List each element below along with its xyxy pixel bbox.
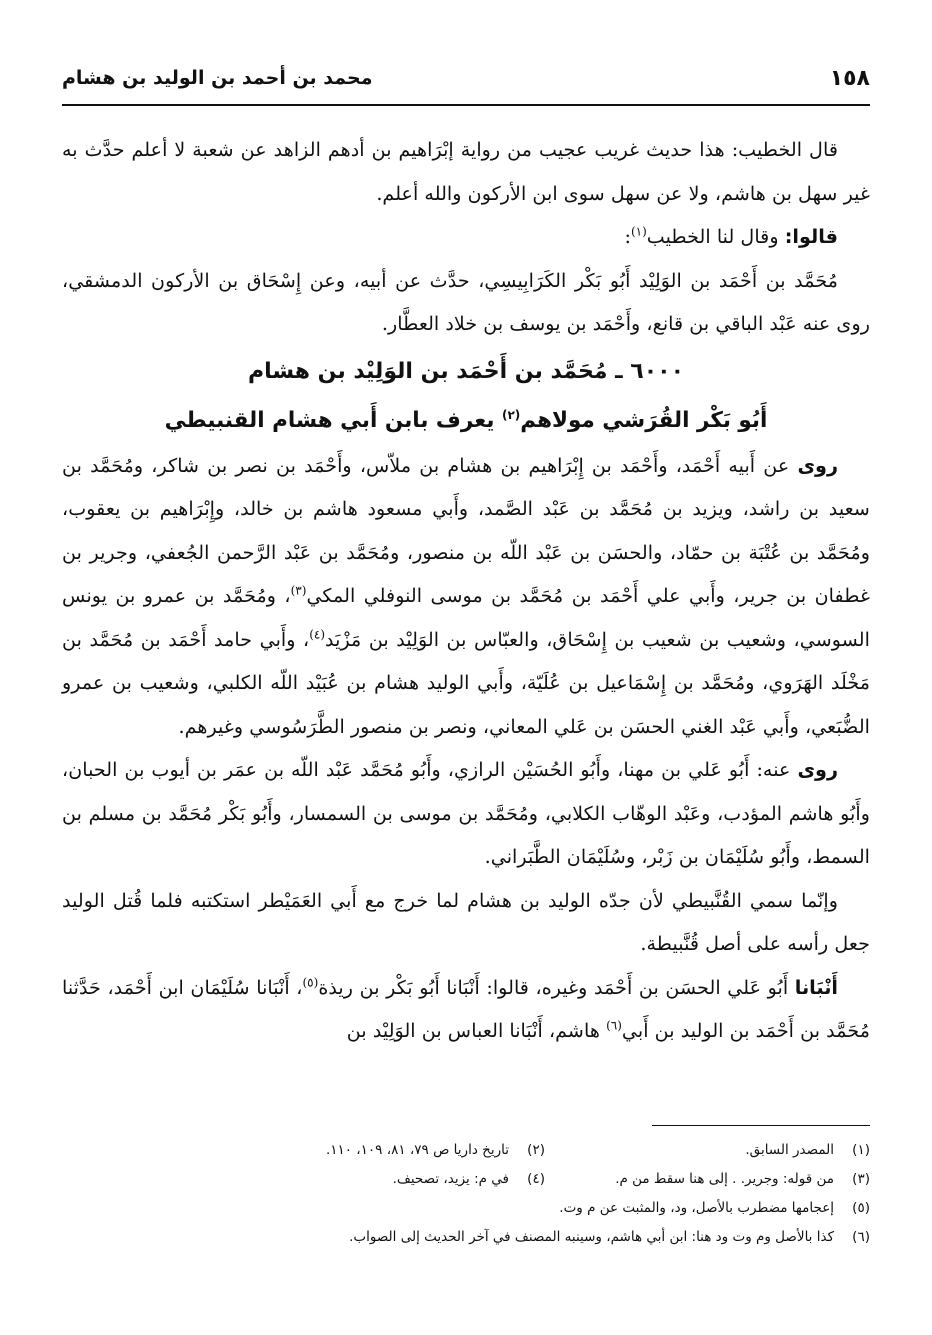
footnote-text: من قوله: وجرير. . إلى هنا سقط من م. [615, 1171, 834, 1187]
header-divider [62, 104, 870, 106]
footnote-text: في م: يزيد، تصحيف. [392, 1171, 509, 1187]
footnote-number: (٢) [527, 1142, 545, 1158]
footnote-number: (٤) [527, 1171, 545, 1187]
footnote-number: (١) [852, 1142, 870, 1158]
paragraph-text: ، أَنْبَانا سُلَيْمَان ابن أَحْمَد، حَدَّثنا مُحَمَّد بن أَحْمَد بن الوليد بن أَبي [62, 975, 870, 1042]
footnote-ref: (٢) [501, 407, 521, 422]
paragraph-text: ، ومُحَمَّد بن عمرو بن يونس السوسي، وشعيب بن شعيب بن إِسْحَاق، والعبّاس بن الوَلِيْد بن مَزْيَد [62, 584, 870, 651]
paragraph-text: وقال لنا الخطيب [646, 225, 785, 248]
paragraph-text: أَبُو عَلي الحسَن بن أَحْمَد وغيره، قالوا: أَنْبَانا أَبُو بَكْر بن ريذة [318, 975, 795, 999]
footnotes [62, 1136, 870, 1252]
footnote-ref: (٤) [309, 627, 326, 642]
footnote-row [62, 1194, 870, 1223]
entry-subheading-text: أَبُو بَكْر القُرَشي مولاهم [520, 407, 768, 433]
paragraph-karabisi: مُحَمَّد بن أَحْمَد بن الوَلِيْد أَبُو بَكْر الكَرَابِيسِي، حدَّث عن أبيه، وعن إِسْحَاق بن الأركون الدمشقي، روى عنه عَبْد الباقي بن قانع، وأَحْمَد بن يوسف بن خلاد العطَّار. [62, 268, 870, 335]
footnote-ref: (٥) [302, 975, 319, 990]
footnote-4 [393, 1165, 545, 1194]
lead-word: قالوا: [784, 225, 838, 248]
paragraph-narrated-by [62, 748, 870, 879]
paragraph-text: عن أَبيه أَحْمَد، وأَحْمَد بن إِبْرَاهيم بن هشام بن ملاّس، وأَحْمَد بن نصر بن شاكر، ومُحَمَّد بن سعيد بن راشد، ويزيد بن مُحَمَّد بن عَبْد الصَّمد، وأَبي مسعود هاشم بن خالد، وإِبْرَاهيم بن يعقوب، ومُحَمَّد بن عُتْبَة بن حمّاد، والحسَن بن عَبْد اللّه بن منصور، ومُحَمَّد بن عَبْد الرَّحمن الجُعفي، وجرير بن غطفان بن جرير، وأَبي علي أَحْمَد بن مُحَمَّد بن موسى النوفلي المكي [62, 453, 871, 607]
paragraph-qalu [62, 215, 870, 259]
lead-word: روى [797, 453, 838, 477]
footnote-1 [545, 1136, 870, 1165]
footnote-6 [349, 1223, 870, 1252]
running-title: محمد بن أحمد بن الوليد بن هشام [62, 67, 373, 89]
footnote-3 [545, 1165, 870, 1194]
footnote-text: تاريخ داريا ص ٧٩، ٨١، ١٠٩، ١١٠. [325, 1142, 509, 1158]
paragraph-name-origin: وإنّما سمي القُنَّبيطي لأن جدّه الوليد بن هشام لما خرج مع أَبي العَمَيْطر استكتبه فلما قُتل الوليد جعل رأسه على أصل قُنَّبيطة. [62, 888, 870, 955]
footnote-text: المصدر السابق. [745, 1142, 834, 1158]
paragraph-text: ، وأَبي حامد أَحْمَد بن مُحَمَّد بن مَخْلَد الهَرَوي، ومُحَمَّد بن إِسْمَاعيل بن عُلَيّة، وأَبي الوليد هشام بن عُبَيْد اللّه الكلبي، وشعيب بن عمرو الضُّبَعي، وأَبي عَبْد الغني الحسَن بن عَلي المعاني، ونصر بن منصور الطَّرَسُوسي وغيرهم. [62, 627, 870, 738]
footnote-text: إعجامها مضطرب بالأصل، ود، والمثبت عن م وت. [559, 1200, 834, 1216]
footnote-2 [326, 1136, 545, 1165]
entry-heading: ٦٠٠٠ ـ مُحَمَّد بن أَحْمَد بن الوَلِيْد بن هشام [247, 358, 685, 384]
paragraph-text: عنه: أَبُو عَلي بن مهنا، وأَبُو الحُسَيْن الرازي، وأَبُو مُحَمَّد عَبْد اللّه بن عمَر بن أيوب بن الحبان، وأَبُو هاشم المؤدب، وعَبْد الوهّاب الكلابي، ومُحَمَّد بن موسى بن السمسار، وأَبُو بَكْر مُحَمَّد بن مسلم بن السمط، وأَبُو سُلَيْمَان بن زَبْر، وسُلَيْمَان الطَّبَراني. [62, 758, 870, 868]
paragraph-narrated-from [62, 444, 870, 749]
paragraph-isnad [62, 966, 870, 1053]
lead-word: أَنْبَانا [794, 975, 838, 999]
footnote-row [62, 1165, 870, 1194]
paragraph-text: : [624, 225, 631, 248]
footnote-divider [652, 1125, 870, 1126]
footnote-row [62, 1223, 870, 1252]
footnote-number: (٥) [852, 1200, 870, 1216]
footnote-ref: (١) [630, 224, 647, 239]
footnote-ref: (٣) [290, 583, 307, 598]
footnote-ref: (٦) [606, 1018, 622, 1033]
footnote-number: (٣) [852, 1171, 870, 1187]
footnote-row [62, 1136, 870, 1165]
footnote-text: كذا بالأصل وم وت ود هنا: ابن أبي هاشم، وسينبه المصنف في آخر الحديث إلى الصواب. [349, 1229, 834, 1245]
footnote-5 [559, 1194, 870, 1223]
running-header [62, 58, 870, 98]
main-text [62, 128, 870, 1053]
paragraph-khatib-comment: قال الخطيب: هذا حديث غريب عجيب من رواية إبْرَاهيم بن أدهم الزاهد عن شعبة لا أعلم حدَّث به غير سهل بن هاشم، ولا عن سهل سوى ابن الأركون والله أعلم. [62, 138, 870, 205]
footnote-number: (٦) [852, 1229, 870, 1245]
entry-subheading-text: يعرف بابن أَبي هشام القنبيطي [164, 407, 502, 433]
paragraph-text: هاشم، أَنْبَانا العباس بن الوَلِيْد بن [346, 1019, 607, 1042]
page-number: ١٥٨ [829, 65, 870, 91]
entry-subheading [62, 398, 870, 444]
lead-word: روى [797, 758, 838, 781]
